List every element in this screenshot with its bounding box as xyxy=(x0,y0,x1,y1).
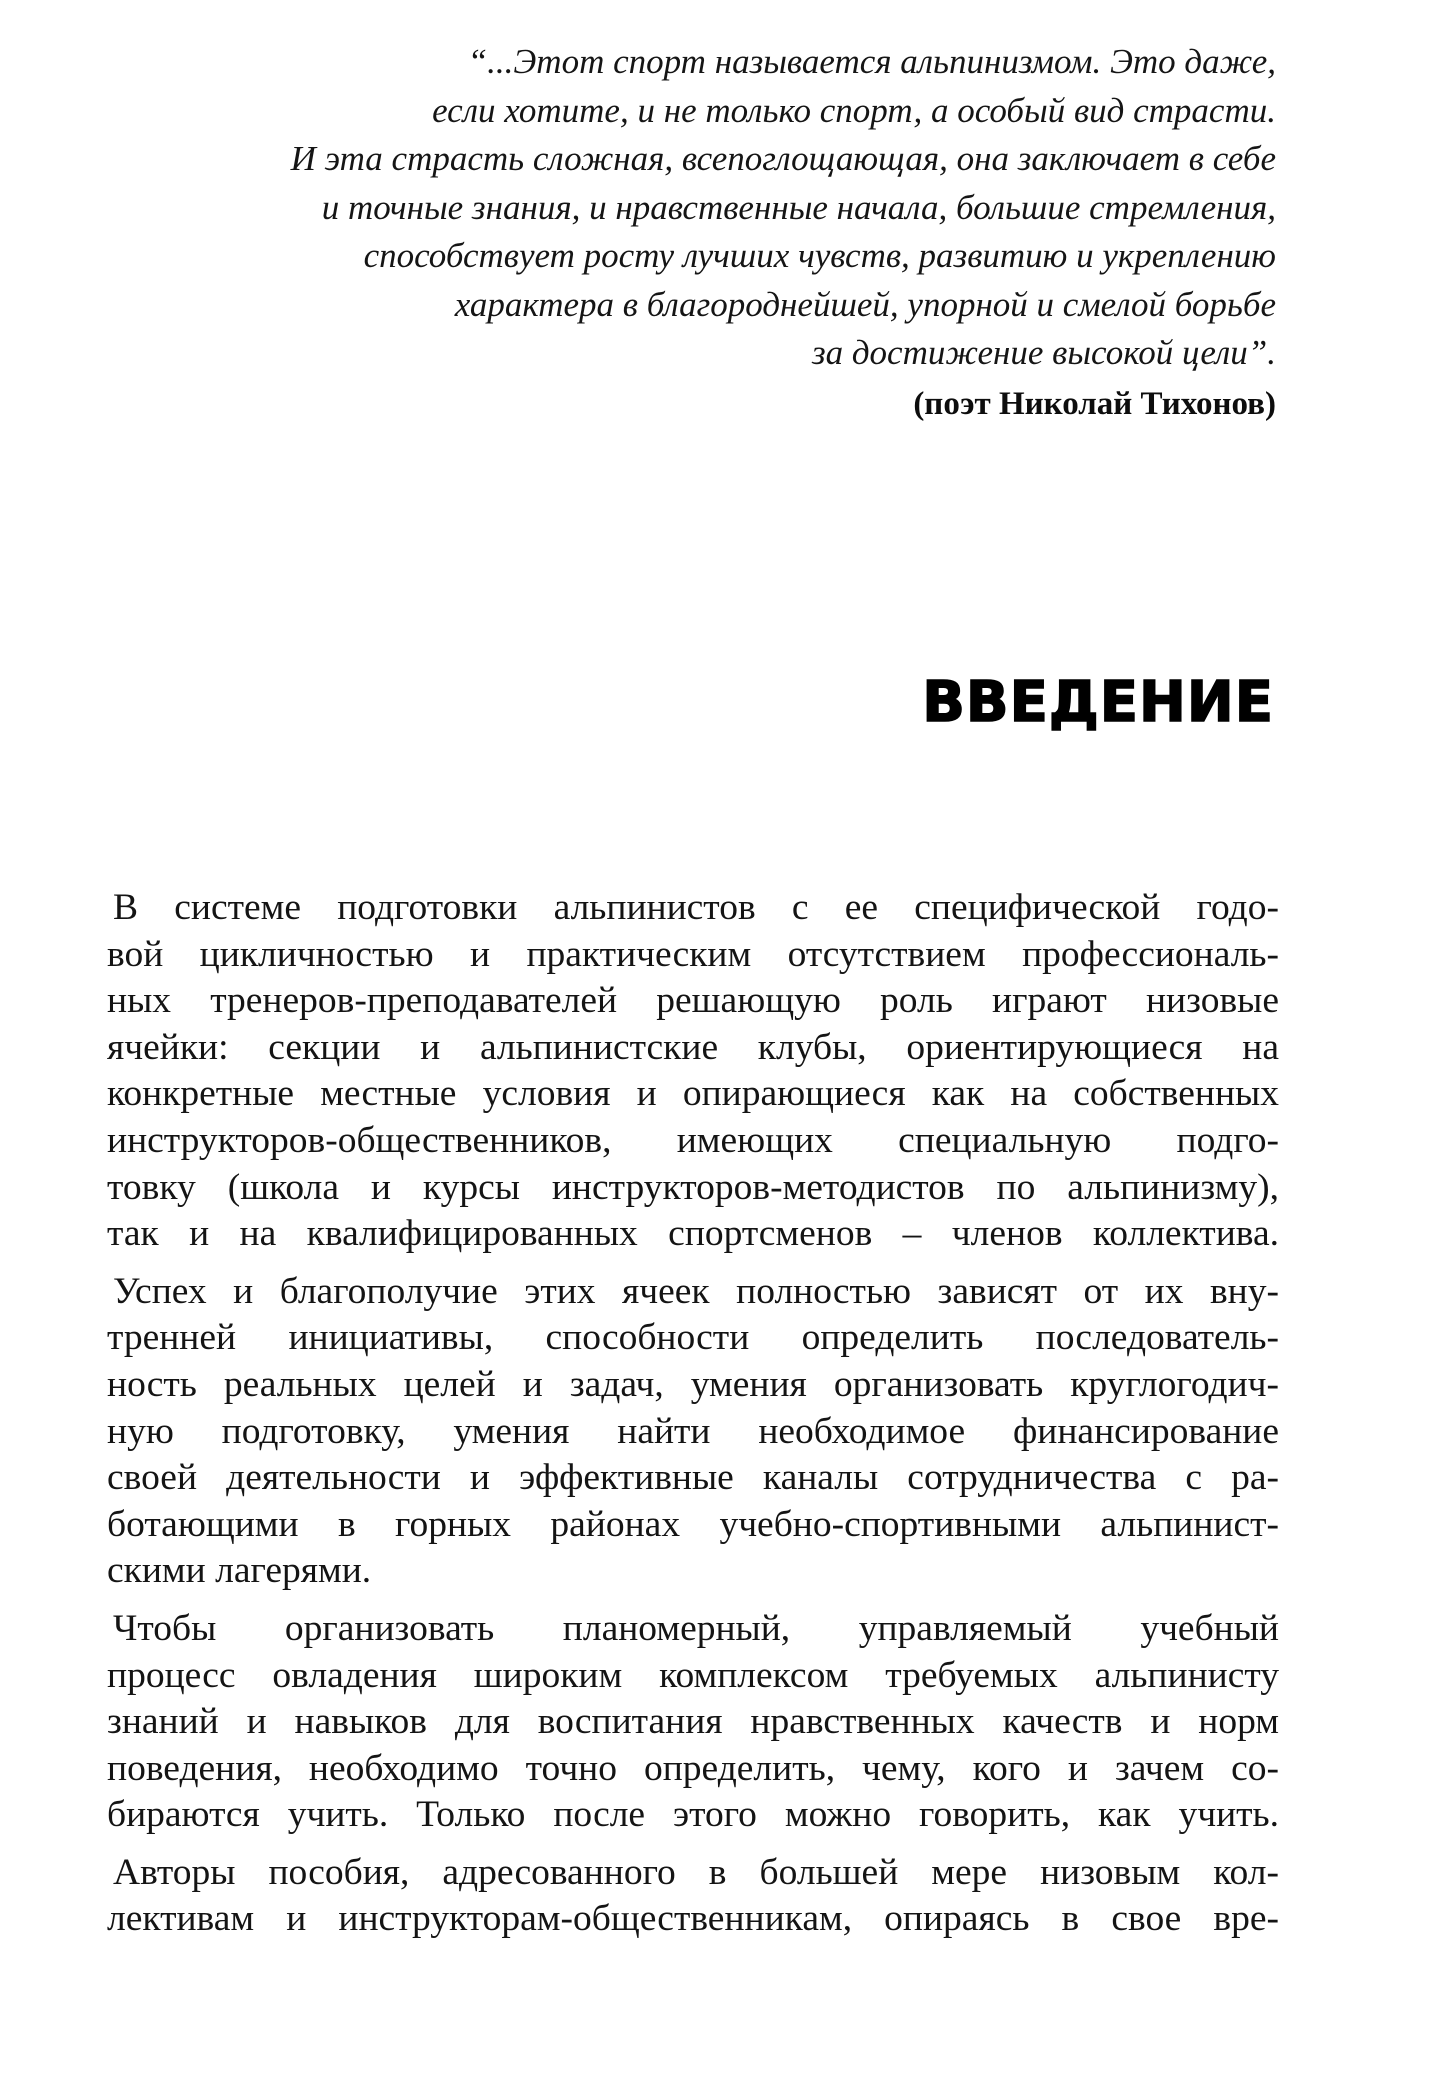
text-line: знаний и навыков для воспитания нравственных качеств и норм xyxy=(107,1701,1279,1743)
epigraph-line: “...Этот спорт называется альпинизмом. Это даже, xyxy=(467,42,1276,81)
text-line: поведения, необходимо точно определить, чему, кого и зачем со- xyxy=(107,1747,1279,1789)
text-line: скими лагерями. xyxy=(107,1550,372,1592)
epigraph xyxy=(176,38,1276,430)
paragraph xyxy=(107,1606,1279,1839)
text-line: так и на квалифицированных спортсменов – членов коллектива. xyxy=(107,1213,1279,1255)
text-line: своей деятельности и эффективные каналы сотрудничества с ра- xyxy=(107,1457,1279,1499)
paragraph xyxy=(107,1850,1279,1943)
text-line: Чтобы организовать планомерный, управляемый учебный xyxy=(113,1607,1279,1649)
epigraph-line: характера в благороднейшей, упорной и смелой борьбе xyxy=(454,284,1276,324)
text-line: конкретные местные условия и опирающиеся как на собственных xyxy=(107,1073,1279,1115)
text-line: ячейки: секции и альпинистские клубы, ориентирующиеся на xyxy=(107,1026,1279,1068)
text-line: бираются учить. Только после этого можно говорить, как учить. xyxy=(107,1794,1279,1836)
paragraph xyxy=(107,885,1279,1258)
epigraph-line: если хотите, и не только спорт, а особый вид страсти. xyxy=(432,90,1276,130)
paragraph xyxy=(107,1269,1279,1595)
text-line: ботающими в горных районах учебно-спортивными альпинист- xyxy=(107,1503,1279,1545)
text-line: инструкторов-общественников, имеющих специальную подго- xyxy=(107,1119,1279,1161)
text-line: Успех и благополучие этих ячеек полностью зависят от их вну- xyxy=(113,1270,1279,1312)
text-line: процесс овладения широким комплексом требуемых альпинисту xyxy=(107,1654,1279,1696)
epigraph-line: И эта страсть сложная, всепоглощающая, она заключает в себе xyxy=(290,139,1276,178)
section-heading: ВВЕДЕНИЕ xyxy=(922,670,1274,735)
text-line: лективам и инструкторам-общественникам, опираясь в свое вре- xyxy=(107,1898,1279,1940)
text-line: ность реальных целей и задач, умения организовать круглогодич- xyxy=(107,1363,1279,1405)
text-line: тренней инициативы, способности определить последователь- xyxy=(107,1317,1279,1359)
text-line: В системе подготовки альпинистов с ее специфической годо- xyxy=(113,887,1279,928)
epigraph-line: за достижение высокой цели”. xyxy=(811,333,1276,372)
epigraph-line: и точные знания, и нравственные начала, большие стремления, xyxy=(321,187,1276,227)
text-line: ных тренеров-преподавателей решающую роль играют низовые xyxy=(107,980,1279,1022)
epigraph-line: способствует росту лучших чувств, развитию и укреплению xyxy=(363,236,1276,275)
text-line: ную подготовку, умения найти необходимое финансирование xyxy=(107,1410,1279,1452)
text-line: вой цикличностью и практическим отсутствием профессиональ- xyxy=(107,933,1279,975)
text-line: товку (школа и курсы инструкторов-методистов по альпинизму), xyxy=(107,1166,1279,1208)
text-line: Авторы пособия, адресованного в большей мере низовым кол- xyxy=(113,1851,1279,1893)
body-text xyxy=(107,885,1279,1954)
epigraph-attribution: (поэт Николай Тихонов) xyxy=(913,385,1276,422)
